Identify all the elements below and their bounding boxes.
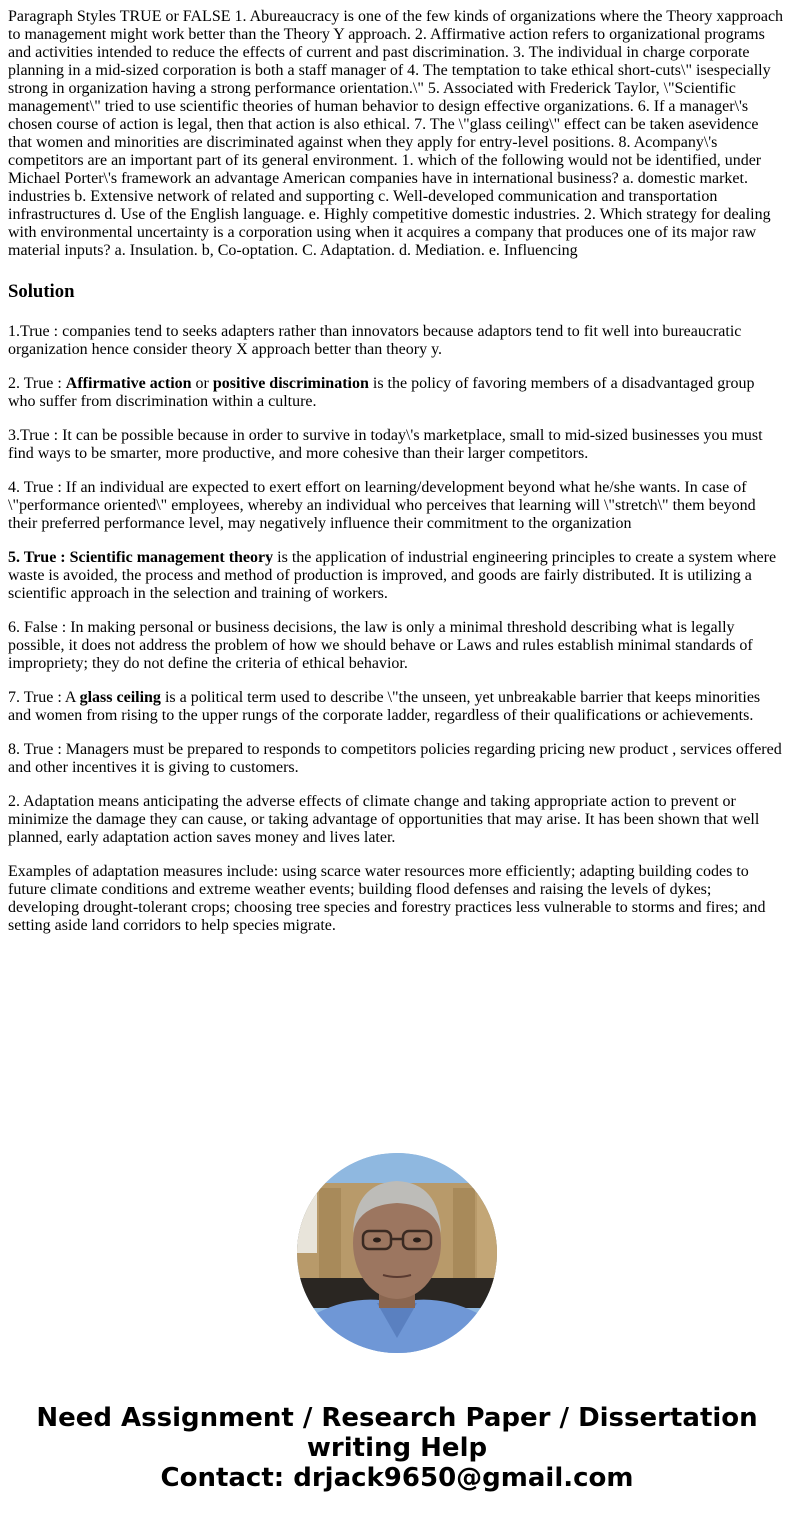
answer-text: 6. False : In making personal or business decisions, the law is only a minimal threshold describing what is legally possible, it does not address the problem of how we should behave or Laws and rules establish minimal standards of impropriety; they do not define the criteria of ethical behavior. bbox=[8, 619, 753, 672]
answer-text: 1.True : companies tend to seeks adapters rather than innovators because adaptors tend to fit well into bureaucratic organization hence consider theory X approach better than theory y. bbox=[8, 323, 742, 358]
answer-text: 2. True : bbox=[8, 375, 66, 392]
answer-text: 3.True : It can be possible because in order to survive in today\'s marketplace, small to mid-sized businesses you must find ways to be smarter, more productive, and more cohesive than their larger competitors. bbox=[8, 427, 763, 462]
promo-line-2: writing Help bbox=[306, 1433, 488, 1463]
question-text: Paragraph Styles TRUE or FALSE 1. Abureaucracy is one of the few kinds of organizations where the Theory xapproach to management might work better than the Theory Y approach. 2. Affirmative action refers to organizational programs and activities intended to reduce the effects of current and past discrimination. 3. The individual in charge corporate planning in a mid-sized corporation is both a staff manager of 4. The temptation to take ethical short-cuts\" isespecially strong in organization having a strong performance orientation.\" 5. Associated with Frederick Taylor, \"Scientific management\" tried to use scientific theories of human behavior to design effective organizations. 6. If a manager\'s chosen course of action is legal, then that action is also ethical. 7. The \"glass ceiling\" effect can be taken asevidence that women and minorities are discriminated against when they apply for entry-level positions. 8. Acompany\'s competitors are an important part of its general environment. 1. which of the following would not be identified, under Michael Porter\'s framework an advantage American companies have in international business? a. domestic market. industries b. Extensive network of related and supporting c. Well-developed communication and transportation infrastructures d. Use of the English language. e. Highly competitive domestic industries. 2. Which strategy for dealing with environmental uncertainty is a corporation using when it acquires a company that produces one of its major raw material inputs? a. Insulation. b, Co-optation. C. Adaptation. d. Mediation. e. Influencing bbox=[8, 8, 784, 259]
person-photo-icon bbox=[297, 1153, 497, 1353]
answer-text: is the application of industrial engineering principles to create a system where waste is avoided, the process and method of production is improved, and goods are fairly distributed. It is utilizing a scientific approach in the selection and training of workers. bbox=[8, 549, 777, 602]
promo-banner bbox=[0, 1403, 794, 1493]
answer-text: is the policy of favoring members of a disadvantaged group who suffer from discrimination within a culture. bbox=[8, 375, 755, 410]
answer-bold-term: glass ceiling bbox=[79, 689, 161, 706]
answer-text: or bbox=[191, 375, 213, 392]
answer-bold-term: 5. True : Scientific management theory bbox=[8, 549, 274, 566]
answer-2 bbox=[8, 375, 786, 411]
answer-text: Examples of adaptation measures include: using scarce water resources more efficiently; adapting building codes to future climate conditions and extreme weather events; building flood defenses and raising the levels of dykes; developing drought-tolerant crops; choosing tree species and forestry practices less vulnerable to storms and fires; and setting aside land corridors to help species migrate. bbox=[8, 863, 766, 934]
promo-line-1: Need Assignment / Research Paper / Dissertation bbox=[36, 1403, 758, 1433]
answer-adaptation bbox=[8, 793, 786, 847]
answer-bold-term: Affirmative action bbox=[65, 375, 192, 392]
answer-7 bbox=[8, 689, 786, 725]
answer-1 bbox=[8, 323, 786, 359]
answer-text: 7. True : A bbox=[8, 689, 80, 706]
answer-adaptation-examples bbox=[8, 863, 786, 935]
answer-text: 8. True : Managers must be prepared to responds to competitors policies regarding pricing new product , services offered and other incentives it is giving to customers. bbox=[8, 741, 782, 776]
answer-6 bbox=[8, 619, 786, 673]
answer-text: 4. True : If an individual are expected to exert effort on learning/development beyond what he/she wants. In case of \"performance oriented\" employees, whereby an individual who perceives that learning will \"stretch\" them beyond their preferred performance level, may negatively influence their commitment to the organization bbox=[8, 479, 756, 532]
answer-bold-term: positive discrimination bbox=[212, 375, 369, 392]
answer-4 bbox=[8, 479, 786, 533]
author-avatar bbox=[297, 1153, 497, 1353]
answer-3 bbox=[8, 427, 786, 463]
answer-5 bbox=[8, 549, 786, 603]
document-content bbox=[8, 8, 786, 951]
solution-heading: Solution bbox=[8, 281, 75, 302]
promo-contact: Contact: drjack9650@gmail.com bbox=[160, 1463, 634, 1493]
answer-text: is a political term used to describe \"the unseen, yet unbreakable barrier that keeps minorities and women from rising to the upper rungs of the corporate ladder, regardless of their qualifications or achievements. bbox=[8, 689, 761, 724]
answer-text: 2. Adaptation means anticipating the adverse effects of climate change and taking appropriate action to prevent or minimize the damage they can cause, or taking advantage of opportunities that may arise. It has been shown that well planned, early adaptation action saves money and lives later. bbox=[8, 793, 760, 846]
answer-8 bbox=[8, 741, 786, 777]
